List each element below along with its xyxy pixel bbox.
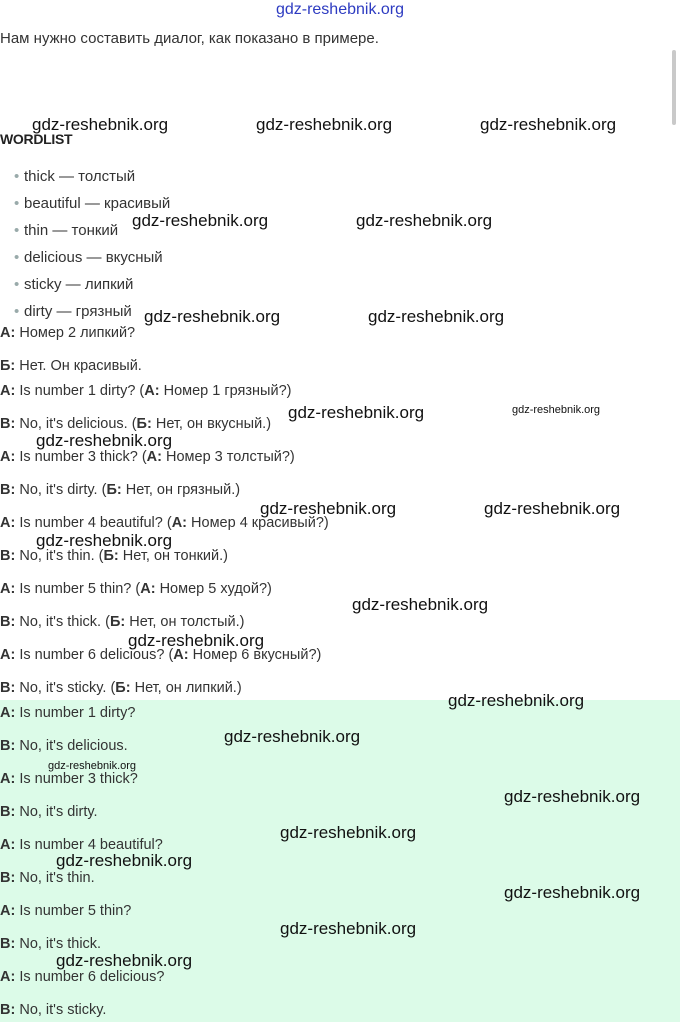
watermark: gdz-reshebnik.org: [480, 115, 617, 134]
watermark: gdz-reshebnik.org: [448, 691, 585, 710]
watermark: gdz-reshebnik.org: [484, 499, 621, 518]
watermark: gdz-reshebnik.org: [260, 499, 397, 518]
watermark: gdz-reshebnik.org: [288, 403, 425, 422]
dialog-line: А: Номер 2 липкий?: [0, 325, 136, 341]
watermark: gdz-reshebnik.org: [504, 883, 641, 902]
watermark: gdz-reshebnik.org: [36, 431, 173, 450]
dialog-line: B: No, it's thick. (Б: Нет, он толстый.): [0, 614, 245, 630]
answer-line: A: Is number 1 dirty?: [0, 705, 136, 721]
wordlist-item: • dirty — грязный: [14, 303, 132, 320]
watermark: gdz-reshebnik.org: [280, 919, 417, 938]
wordlist-item: • thin — тонкий: [14, 222, 119, 239]
bullet-icon: •: [14, 168, 20, 185]
bullet-icon: •: [14, 195, 20, 212]
answer-line: A: Is number 3 thick?: [0, 771, 138, 787]
dialog-line: A: Is number 5 thin? (А: Номер 5 худой?): [0, 581, 272, 597]
wordlist-item: • thick — толстый: [14, 168, 136, 185]
wordlist-item: • beautiful — красивый: [14, 195, 171, 212]
wordlist-item: • sticky — липкий: [14, 276, 134, 293]
dialog-line: B: No, it's delicious. (Б: Нет, он вкусный.): [0, 416, 272, 432]
watermark: gdz-reshebnik.org: [56, 951, 193, 970]
bullet-icon: •: [14, 276, 20, 293]
dialog-line: B: No, it's sticky. (Б: Нет, он липкий.): [0, 680, 242, 696]
watermark: gdz-reshebnik.org: [48, 760, 137, 772]
bullet-icon: •: [14, 249, 20, 266]
bullet-icon: •: [14, 303, 20, 320]
wordlist-item: • delicious — вкусный: [14, 249, 163, 266]
dialog-line: A: Is number 1 dirty? (А: Номер 1 грязный?): [0, 383, 292, 399]
site-link[interactable]: gdz-reshebnik.org: [275, 1, 405, 18]
answer-line: A: Is number 6 delicious?: [0, 969, 165, 985]
watermark: gdz-reshebnik.org: [224, 727, 361, 746]
watermark: gdz-reshebnik.org: [368, 307, 505, 326]
watermark: gdz-reshebnik.org: [144, 307, 281, 326]
dialog-line: Б: Нет. Он красивый.: [0, 358, 142, 374]
answer-line: A: Is number 4 beautiful?: [0, 837, 163, 853]
watermark: gdz-reshebnik.org: [128, 631, 265, 650]
answer-line: B: No, it's thick.: [0, 936, 102, 952]
scrollbar[interactable]: [672, 50, 676, 125]
watermark: gdz-reshebnik.org: [504, 787, 641, 806]
answer-line: B: No, it's sticky.: [0, 1002, 107, 1018]
dialog-line: A: Is number 4 beautiful? (А: Номер 4 красивый?): [0, 515, 329, 531]
watermark: gdz-reshebnik.org: [256, 115, 393, 134]
watermark: gdz-reshebnik.org: [132, 211, 269, 230]
intro-text: Нам нужно составить диалог, как показано в примере.: [0, 30, 379, 47]
watermark: gdz-reshebnik.org: [512, 404, 601, 416]
watermark: gdz-reshebnik.org: [56, 851, 193, 870]
dialog-line: B: No, it's thin. (Б: Нет, он тонкий.): [0, 548, 228, 564]
dialog-line: A: Is number 3 thick? (А: Номер 3 толстый?): [0, 449, 295, 465]
dialog-line: B: No, it's dirty. (Б: Нет, он грязный.): [0, 482, 241, 498]
wordlist-heading: WORDLIST: [0, 131, 73, 147]
answer-line: B: No, it's delicious.: [0, 738, 128, 754]
answer-line: B: No, it's dirty.: [0, 804, 98, 820]
bullet-icon: •: [14, 222, 20, 239]
answer-line: A: Is number 5 thin?: [0, 903, 132, 919]
dialog-line: A: Is number 6 delicious? (А: Номер 6 вкусный?): [0, 647, 322, 663]
watermark: gdz-reshebnik.org: [280, 823, 417, 842]
watermark: gdz-reshebnik.org: [36, 531, 173, 550]
watermark: gdz-reshebnik.org: [352, 595, 489, 614]
watermark: gdz-reshebnik.org: [32, 115, 169, 134]
watermark: gdz-reshebnik.org: [356, 211, 493, 230]
answer-line: B: No, it's thin.: [0, 870, 95, 886]
